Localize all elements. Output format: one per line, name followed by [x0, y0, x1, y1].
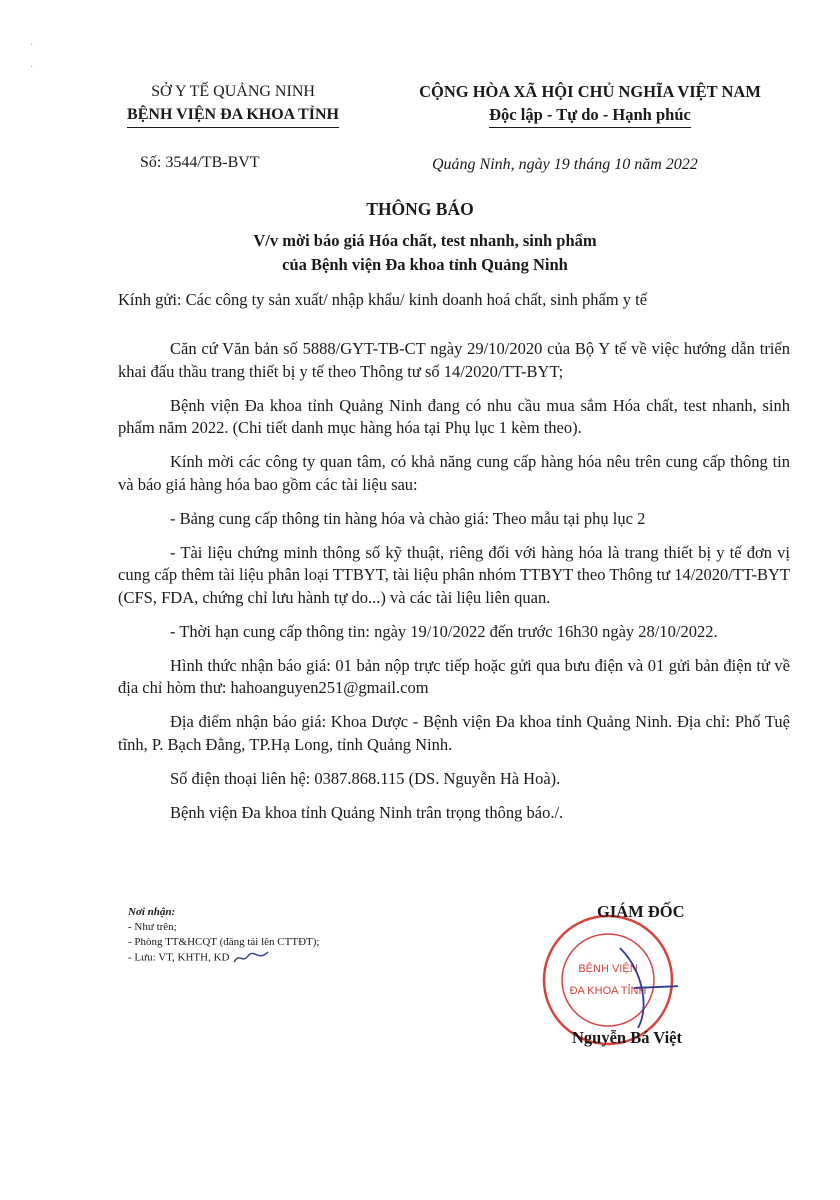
- greeting: Kính gửi: Các công ty sản xuất/ nhập khẩu/ kinh doanh hoá chất, sinh phẩm y tế: [118, 290, 648, 309]
- paragraph: Căn cứ Văn bản số 5888/GYT-TB-CT ngày 29/10/2020 của Bộ Y tế về việc hướng dẫn triển khai đấu thầu trang thiết bị y tế theo Thông tư số 14/2020/TT-BYT;: [118, 339, 790, 381]
- recipient-item: - Lưu: VT, KHTH, KD: [128, 951, 230, 964]
- subject-line-2: của Bệnh viện Đa khoa tỉnh Quảng Ninh: [282, 255, 568, 274]
- paragraph: - Thời hạn cung cấp thông tin: ngày 19/10/2022 đến trước 16h30 ngày 28/10/2022.: [170, 621, 718, 641]
- paragraph: Địa điểm nhận báo giá: Khoa Dược - Bệnh viện Đa khoa tỉnh Quảng Ninh. Địa chỉ: Phố Tuệ tĩnh, P. Bạch Đằng, TP.Hạ Long, tỉnh Quảng Ninh.: [118, 712, 790, 754]
- initials-mark: [232, 950, 272, 966]
- signer-role: GIÁM ĐỐC: [597, 902, 685, 921]
- org-parent: SỞ Y TẾ QUẢNG NINH: [151, 83, 315, 100]
- recipient-item: - Như trên;: [128, 921, 177, 933]
- org-name-wrap: [88, 103, 378, 128]
- recipient-item: - Phòng TT&HCQT (đăng tải lên CTTĐT);: [128, 936, 320, 948]
- document-number: Số: 3544/TB-BVT: [140, 154, 260, 171]
- document-subject: [140, 229, 710, 277]
- paragraph: - Tài liệu chứng minh thông số kỹ thuật, riêng đối với hàng hóa là trang thiết bị y tế đơn vị cung cấp thêm tài liệu phân loại TTBYT, tài liệu phân nhóm TTBYT theo Thông tư 14/2020/TT-BYT (CFS, FDA, chứng chỉ lưu hành tự do...) và các tài liệu liên quan.: [118, 542, 790, 607]
- paragraph: Hình thức nhận báo giá: 01 bản nộp trực tiếp hoặc gửi qua bưu điện và 01 gửi bản điện tử về địa chỉ hòm thư: hahoanguyen251@gmail.com: [118, 655, 790, 697]
- country-name: CỘNG HÒA XÃ HỘI CHỦ NGHĨA VIỆT NAM: [419, 82, 761, 101]
- paragraph: Bệnh viện Đa khoa tỉnh Quảng Ninh trân trọng thông báo./.: [170, 802, 564, 822]
- motto-wrap: [390, 103, 790, 128]
- recipients-block: [128, 905, 368, 966]
- national-heading: [390, 80, 790, 128]
- org-name: BỆNH VIỆN ĐA KHOA TỈNH: [127, 103, 339, 128]
- paragraph: Bệnh viện Đa khoa tỉnh Quảng Ninh đang có nhu cầu mua sắm Hóa chất, test nhanh, sinh phẩm năm 2022. (Chi tiết danh mục hàng hóa tại Phụ lục 1 kèm theo).: [118, 395, 790, 437]
- paragraph: Kính mời các công ty quan tâm, có khả năng cung cấp hàng hóa nêu trên cung cấp thông tin và báo giá hàng hóa bao gồm các tài liệu sau:: [118, 452, 790, 494]
- motto: Độc lập - Tự do - Hạnh phúc: [489, 103, 691, 128]
- paragraph: Số điện thoại liên hệ: 0387.868.115 (DS. Nguyễn Hà Hoà).: [170, 768, 561, 788]
- issuing-authority: [88, 80, 378, 128]
- subject-line-1: V/v mời báo giá Hóa chất, test nhanh, sinh phẩm: [253, 231, 597, 250]
- signer-name: Nguyễn Bá Việt: [572, 1028, 683, 1047]
- stamp-text-1: BỆNH VIỆN: [578, 963, 638, 975]
- recipient-item-wrap: [128, 950, 368, 966]
- paragraph: - Bảng cung cấp thông tin hàng hóa và chào giá: Theo mẫu tại phụ lục 2: [170, 508, 646, 528]
- document-date: Quảng Ninh, ngày 19 tháng 10 năm 2022: [432, 156, 698, 173]
- scan-mark: · ·: [30, 40, 34, 73]
- stamp-text-2: ĐA KHOA TỈNH: [569, 985, 647, 997]
- recipients-heading: Nơi nhận:: [128, 906, 176, 918]
- document-title: THÔNG BÁO: [366, 199, 474, 219]
- document-body: [118, 338, 790, 836]
